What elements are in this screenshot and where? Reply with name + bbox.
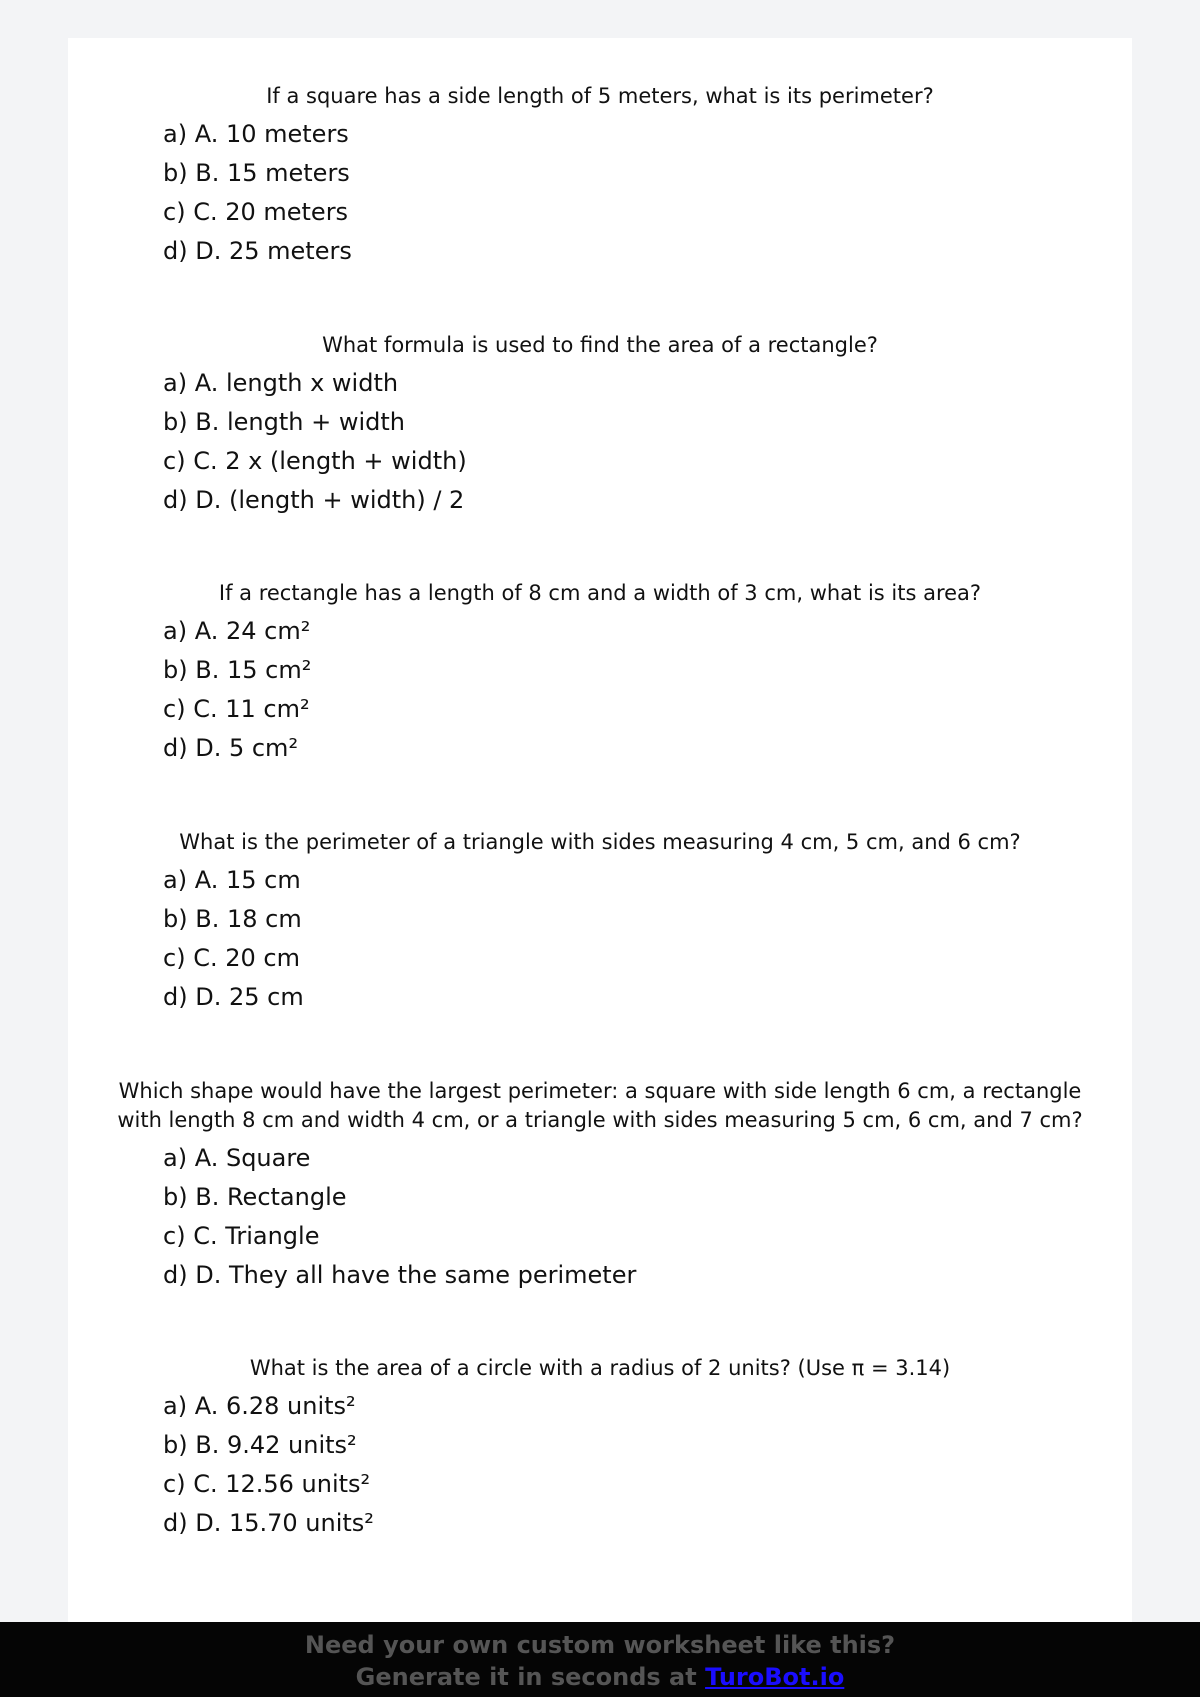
answer-options	[68, 364, 1132, 520]
answer-option-c: c) C. 20 meters	[163, 198, 349, 226]
answer-options	[68, 1139, 1132, 1295]
answer-option-c: c) C. Triangle	[163, 1222, 320, 1250]
answer-option-a: a) A. Square	[163, 1144, 311, 1172]
question-prompt: Which shape would have the largest perimeter: a square with side length 6 cm, a rectangle with length 8 cm and width 4 cm, or a triangle with sides measuring 5 cm, 6 cm, and 7 cm?	[117, 1079, 1083, 1132]
question-prompt: What is the area of a circle with a radius of 2 units? (Use π = 3.14)	[249, 1356, 951, 1380]
answer-option-a: a) A. length x width	[163, 369, 399, 397]
question-6	[68, 1354, 1132, 1543]
question-prompt: What is the perimeter of a triangle with sides measuring 4 cm, 5 cm, and 6 cm?	[179, 830, 1021, 854]
answer-option-c: c) C. 20 cm	[163, 944, 300, 972]
answer-option-a: a) A. 6.28 units²	[163, 1392, 356, 1420]
answer-option-b: b) B. length + width	[163, 408, 405, 436]
answer-options	[68, 861, 1132, 1017]
answer-option-a: a) A. 15 cm	[163, 866, 301, 894]
answer-option-b: b) B. Rectangle	[163, 1183, 347, 1211]
promo-footer-banner	[0, 1622, 1200, 1697]
answer-option-d: d) D. They all have the same perimeter	[163, 1261, 637, 1289]
answer-option-a: a) A. 24 cm²	[163, 617, 311, 645]
question-4	[68, 828, 1132, 1017]
question-5	[68, 1077, 1132, 1295]
answer-option-d: d) D. (length + width) / 2	[163, 486, 465, 514]
promo-subline	[0, 1661, 1200, 1693]
answer-option-d: d) D. 25 meters	[163, 237, 352, 265]
answer-option-b: b) B. 15 cm²	[163, 656, 312, 684]
answer-option-c: c) C. 12.56 units²	[163, 1470, 371, 1498]
question-prompt: If a square has a side length of 5 meters, what is its perimeter?	[266, 84, 934, 108]
answer-option-b: b) B. 15 meters	[163, 159, 350, 187]
promo-subline-text: Generate it in seconds at	[355, 1663, 706, 1691]
answer-options	[68, 612, 1132, 768]
question-2	[68, 331, 1132, 520]
promo-headline: Need your own custom worksheet like this?	[304, 1631, 896, 1659]
answer-options	[68, 115, 1132, 271]
answer-option-d: d) D. 15.70 units²	[163, 1509, 374, 1537]
question-1	[68, 82, 1132, 271]
question-prompt: If a rectangle has a length of 8 cm and a width of 3 cm, what is its area?	[218, 581, 982, 605]
turobot-link[interactable]: TuroBot.io	[705, 1663, 845, 1691]
answer-option-b: b) B. 18 cm	[163, 905, 302, 933]
answer-option-b: b) B. 9.42 units²	[163, 1431, 357, 1459]
answer-options	[68, 1387, 1132, 1543]
answer-option-a: a) A. 10 meters	[163, 120, 349, 148]
question-prompt: What formula is used to find the area of a rectangle?	[322, 333, 878, 357]
answer-option-c: c) C. 11 cm²	[163, 695, 310, 723]
answer-option-d: d) D. 25 cm	[163, 983, 304, 1011]
answer-option-c: c) C. 2 x (length + width)	[163, 447, 467, 475]
question-3	[68, 579, 1132, 768]
worksheet-page	[68, 38, 1132, 1697]
answer-option-d: d) D. 5 cm²	[163, 734, 299, 762]
